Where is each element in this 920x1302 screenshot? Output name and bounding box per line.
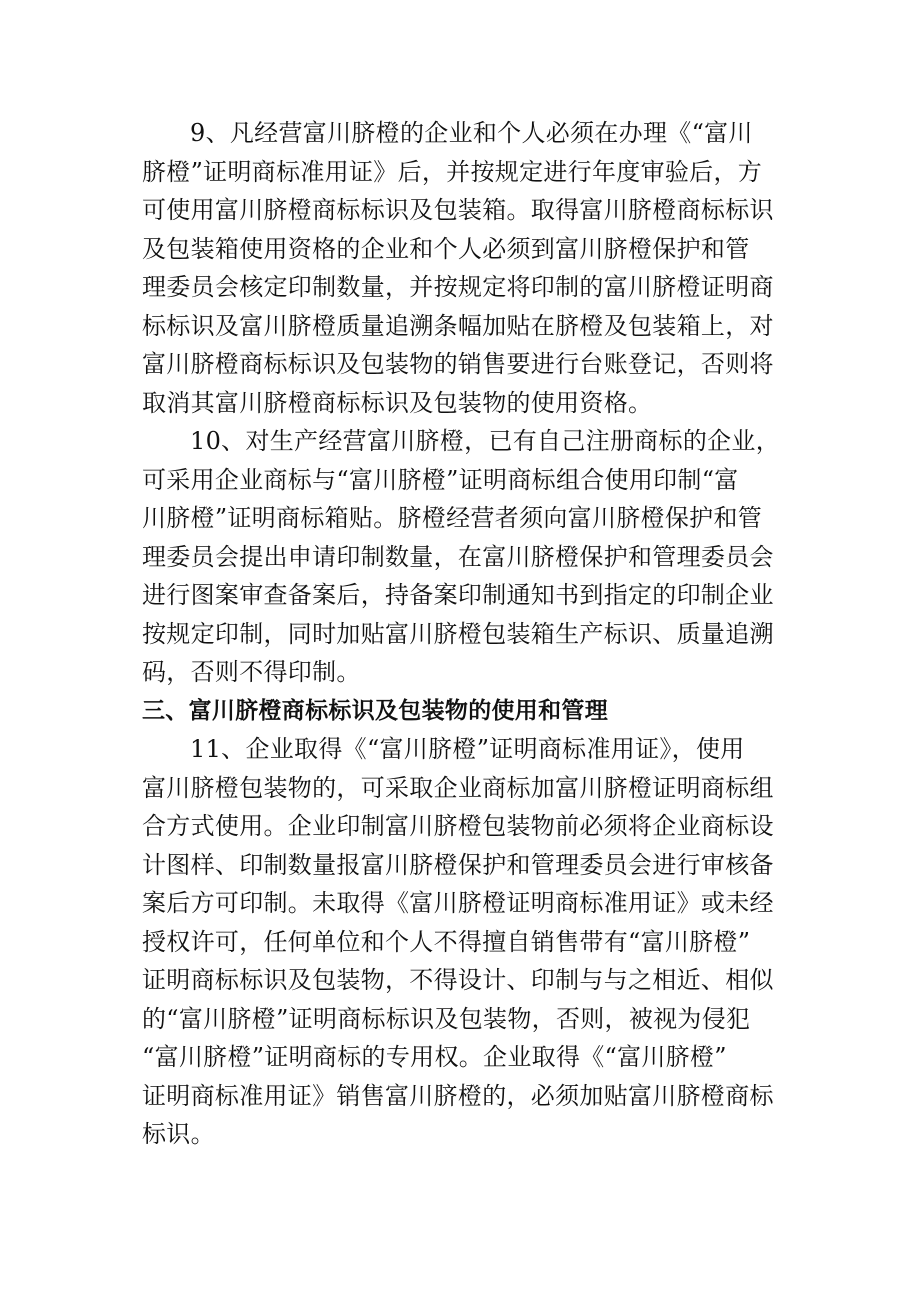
document-body: [142, 114, 782, 1154]
section-heading-text: 三、富川脐橙商标标识及包装物的使用和管理: [142, 697, 608, 724]
text-line: 川脐橙”证明商标箱贴。脐橙经营者须向富川脐橙保护和管: [142, 504, 763, 532]
text-line: 9、凡经营富川脐橙的企业和个人必须在办理《“富川: [190, 119, 753, 147]
text-line: 10、对生产经营富川脐橙，已有自己注册商标的企业，: [190, 427, 781, 455]
text-line: 可使用富川脐橙商标标识及包装箱。取得富川脐橙商标标识: [142, 196, 774, 224]
text-line: 案后方可印制。未取得《富川脐橙证明商标准用证》或未经: [142, 889, 774, 917]
text-line: 码，否则不得印制。: [142, 658, 361, 686]
paragraph-11: [142, 730, 782, 1154]
text-line: 理委员会提出申请印制数量，在富川脐橙保护和管理委员会: [142, 542, 774, 571]
text-line: 富川脐橙商标标识及包装物的销售要进行台账登记，否则将: [142, 350, 774, 378]
text-line: 合方式使用。企业印制富川脐橙包装物前必须将企业商标设: [142, 812, 774, 840]
text-line: 进行图案审查备案后，持备案印制通知书到指定的印制企业: [142, 581, 774, 609]
text-line: 取消其富川脐橙商标标识及包装物的使用资格。: [142, 388, 653, 417]
text-line: 富川脐橙包装物的，可采取企业商标加富川脐橙证明商标组: [142, 773, 774, 802]
text-line: 及包装箱使用资格的企业和个人必须到富川脐橙保护和管: [142, 234, 750, 263]
text-line: 按规定印制，同时加贴富川脐橙包装箱生产标识、质量追溯: [142, 619, 774, 648]
section-heading: [142, 692, 782, 731]
paragraph-10: [142, 422, 782, 692]
text-line: 标标识及富川脐橙质量追溯条幅加贴在脐橙及包装箱上，对: [142, 311, 774, 340]
text-line: 证明商标标识及包装物，不得设计、印制与与之相近、相似: [142, 966, 774, 994]
paragraph-9: [142, 114, 782, 422]
text-line: 标识。: [142, 1120, 215, 1148]
text-line: 脐橙”证明商标准用证》后，并按规定进行年度审验后，方: [142, 157, 763, 186]
text-line: 授权许可，任何单位和个人不得擅自销售带有“富川脐橙”: [142, 927, 751, 956]
text-line: 的“富川脐橙”证明商标标识及包装物，否则，被视为侵犯: [142, 1004, 751, 1033]
text-line: 可采用企业商标与“富川脐橙”证明商标组合使用印制“富: [142, 465, 739, 494]
text-line: 11、企业取得《“富川脐橙”证明商标准用证》，使用: [190, 735, 745, 763]
text-line: 理委员会核定印制数量，并按规定将印制的富川脐橙证明商: [142, 273, 774, 301]
text-line: 计图样、印制数量报富川脐橙保护和管理委员会进行审核备: [142, 850, 774, 879]
text-line: “富川脐橙”证明商标的专用权。企业取得《“富川脐橙”: [142, 1043, 727, 1071]
text-line: 证明商标准用证》销售富川脐橙的，必须加贴富川脐橙商标: [142, 1081, 774, 1110]
